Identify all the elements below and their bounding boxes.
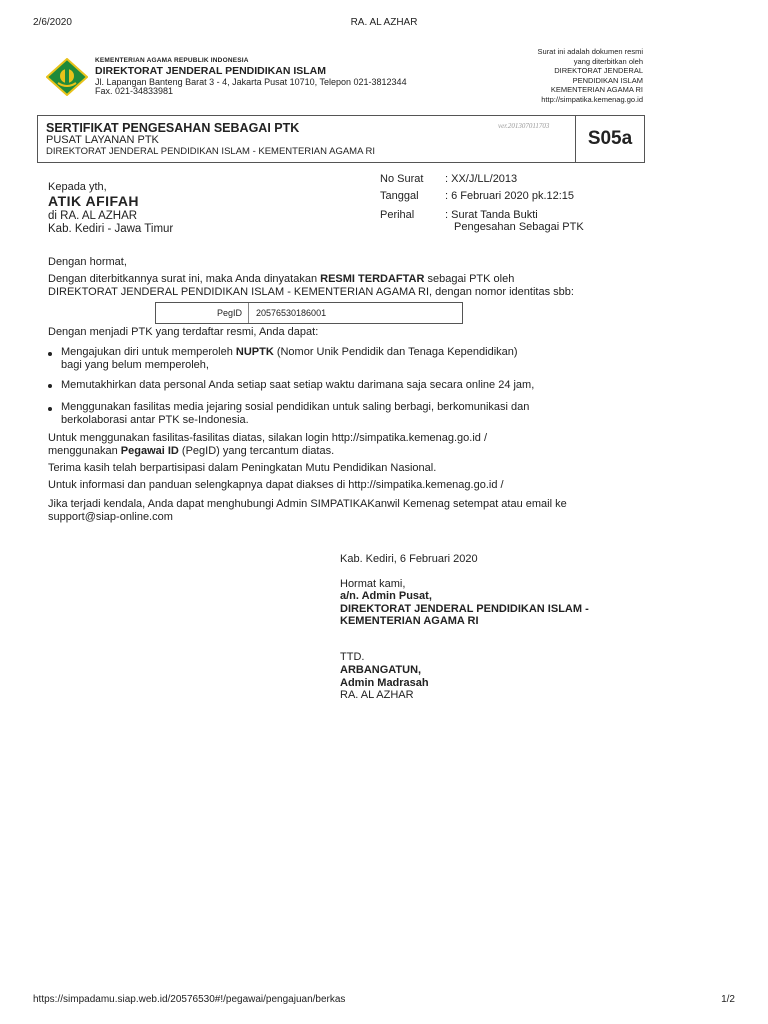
benefit-item-social: Menggunakan fasilitas media jejaring sosial pendidikan untuk saling berbagi, berkomunikasi dan — [61, 401, 530, 413]
notice-line: KEMENTERIAN AGAMA RI — [550, 85, 643, 94]
certificate-subtitle-2: DIREKTORAT JENDERAL PENDIDIKAN ISLAM - KEMENTERIAN AGAMA RI — [46, 146, 376, 157]
letter-subject-label: Perihal — [380, 209, 415, 221]
login-text: (PegID) yang tercantum diatas. — [178, 445, 335, 457]
bullet-icon — [48, 384, 52, 388]
benefit-text: (Nomor Unik Pendidik dan Tenaga Kependidikan) — [273, 346, 518, 358]
certificate-title: SERTIFIKAT PENGESAHAN SEBAGAI PTK — [46, 121, 300, 135]
directorate-name: DIREKTORAT JENDERAL PENDIDIKAN ISLAM — [95, 65, 327, 77]
notice-line: yang diterbitkan oleh — [573, 56, 643, 66]
recipient-name: ATIK AFIFAH — [48, 193, 140, 209]
letter-date-label: Tanggal — [380, 190, 419, 202]
recipient-institution: di RA. AL AZHAR — [48, 210, 138, 222]
ministry-name: KEMENTERIAN AGAMA REPUBLIK INDONESIA — [95, 57, 249, 64]
info-paragraph: Untuk informasi dan panduan selengkapnya dapat diakses di http://simpatika.kemenag.go.id / — [48, 479, 504, 491]
signature-organization-2: KEMENTERIAN AGAMA RI — [340, 615, 479, 627]
pegid-value: 20576530186001 — [256, 308, 327, 318]
recipient-greeting: Kepada yth, — [48, 181, 107, 193]
bullet-icon — [48, 352, 52, 356]
notice-line: Surat ini adalah dokumen resmi — [537, 47, 643, 56]
nuptk-term: NUPTK — [235, 346, 274, 358]
support-email: support@siap-online.com — [48, 511, 173, 523]
letter-number-label: No Surat — [380, 173, 424, 185]
letter-subject-value: : Surat Tanda Bukti — [445, 209, 538, 221]
thanks-paragraph: Terima kasih telah berpartisipasi dalam Peningkatan Mutu Pendidikan Nasional. — [48, 462, 437, 474]
letter-date-value: : 6 Februari 2020 pk.12:15 — [445, 190, 575, 202]
signer-institution: RA. AL AZHAR — [340, 689, 414, 701]
notice-line: http://simpatika.kemenag.go.id — [541, 94, 643, 104]
official-notice — [538, 47, 643, 104]
certificate-header-box — [37, 115, 645, 163]
benefit-item-nuptk-line2: bagi yang belum memperoleh, — [61, 359, 209, 371]
print-title: RA. AL AZHAR — [350, 17, 418, 28]
notice-line: PENDIDIKAN ISLAM — [572, 75, 643, 85]
signature-organization: DIREKTORAT JENDERAL PENDIDIKAN ISLAM - — [340, 603, 589, 615]
certificate-code: S05a — [587, 128, 633, 149]
salutation: Dengan hormat, — [48, 256, 127, 268]
login-instructions: Untuk menggunakan fasilitas-fasilitas diatas, silakan login http://simpatika.kemenag.go.id / — [48, 432, 488, 444]
recipient-region: Kab. Kediri - Jawa Timur — [48, 223, 174, 235]
fax-line: Fax. 021-34833981 — [95, 86, 174, 96]
signer-name: ARBANGATUN, — [340, 664, 422, 676]
print-page-number: 1/2 — [721, 994, 735, 1005]
signature-regards: Hormat kami, — [340, 578, 406, 590]
pegid-label: PegID — [216, 308, 242, 318]
certificate-code-box — [575, 115, 645, 163]
version-label: ver.201307011703 — [498, 122, 550, 130]
ministry-logo-icon — [46, 58, 88, 96]
signature-ttd: TTD. — [340, 651, 365, 663]
print-date: 2/6/2020 — [33, 17, 72, 28]
benefits-intro: Dengan menjadi PTK yang terdaftar resmi, Anda dapat: — [48, 326, 319, 338]
benefit-item-update: Memutakhirkan data personal Anda setiap saat setiap waktu darimana saja secara online 24 jam, — [61, 379, 535, 391]
certificate-subtitle: PUSAT LAYANAN PTK — [46, 134, 159, 146]
benefit-text: Mengajukan diri untuk memperoleh — [61, 346, 236, 358]
pegawai-id-term: Pegawai ID — [120, 445, 179, 457]
paragraph-text: Dengan diterbitkannya surat ini, maka Anda dinyatakan — [48, 273, 321, 285]
benefit-item-social-line2: berkolaborasi antar PTK se-Indonesia. — [61, 414, 249, 426]
paragraph-registered-line2: DIREKTORAT JENDERAL PENDIDIKAN ISLAM - KEMENTERIAN AGAMA RI, dengan nomor identitas sbb: — [48, 286, 574, 298]
login-instructions-line2 — [48, 445, 334, 458]
notice-line: DIREKTORAT JENDERAL — [554, 66, 643, 75]
benefit-item-nuptk — [61, 346, 518, 359]
letter-subject-value-2: Pengesahan Sebagai PTK — [454, 221, 584, 233]
registered-status: RESMI TERDAFTAR — [320, 273, 425, 285]
letter-number-value: : XX/J/LL/2013 — [445, 173, 518, 185]
signature-place-date: Kab. Kediri, 6 Februari 2020 — [340, 553, 478, 565]
signer-role: Admin Madrasah — [340, 677, 429, 689]
login-text: menggunakan — [48, 445, 121, 457]
paragraph-registered — [48, 273, 514, 286]
print-url: https://simpadamu.siap.web.id/20576530#!/pegawai/pengajuan/berkas — [33, 994, 346, 1005]
signature-on-behalf: a/n. Admin Pusat, — [340, 590, 432, 602]
pegid-box — [155, 302, 463, 324]
paragraph-text: sebagai PTK oleh — [424, 273, 515, 285]
address-line: Jl. Lapangan Banteng Barat 3 - 4, Jakarta Pusat 10710, Telepon 021-3812344 — [95, 77, 407, 87]
support-paragraph: Jika terjadi kendala, Anda dapat menghubungi Admin SIMPATIKAKanwil Kemenag setempat atau email ke — [48, 498, 567, 510]
bullet-icon — [48, 407, 52, 411]
